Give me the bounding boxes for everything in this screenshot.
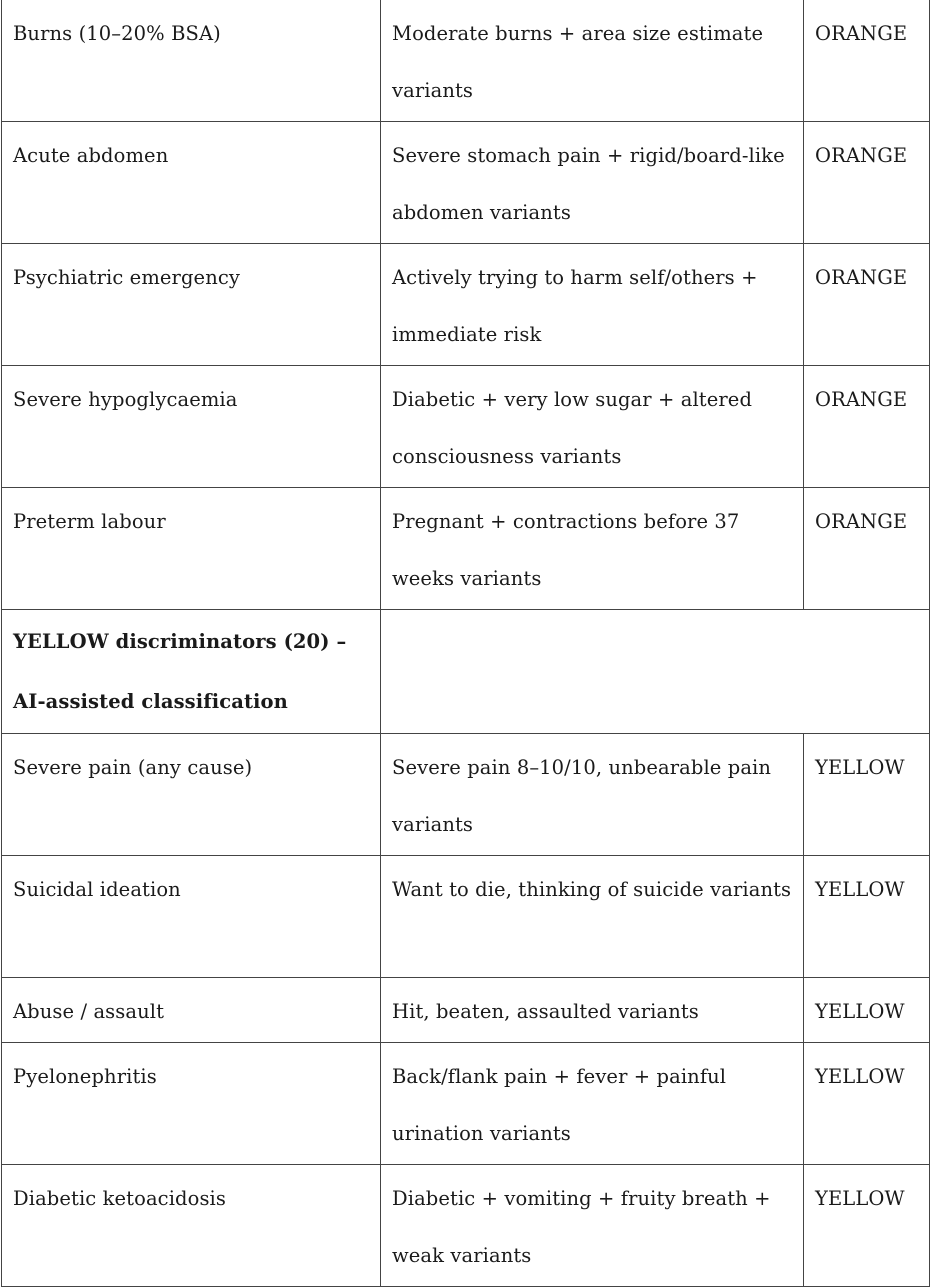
table-row bbox=[2, 856, 930, 978]
description-cell: Diabetic + vomiting + fruity breath + weak variants bbox=[381, 1165, 804, 1287]
condition-cell: Psychiatric emergency bbox=[2, 244, 381, 366]
condition-cell: Severe pain (any cause) bbox=[2, 734, 381, 856]
condition-cell: Acute abdomen bbox=[2, 122, 381, 244]
condition-cell: Diabetic ketoacidosis bbox=[2, 1165, 381, 1287]
description-cell: Pregnant + contractions before 37 weeks variants bbox=[381, 488, 804, 610]
description-cell: Severe pain 8–10/10, unbearable pain variants bbox=[381, 734, 804, 856]
description-cell: Diabetic + very low sugar + altered consciousness variants bbox=[381, 366, 804, 488]
triage-level-cell: YELLOW bbox=[804, 734, 930, 856]
condition-cell: Suicidal ideation bbox=[2, 856, 381, 978]
condition-cell: Pyelonephritis bbox=[2, 1043, 381, 1165]
triage-discriminator-table bbox=[1, 0, 930, 1287]
description-cell: Actively trying to harm self/others + immediate risk bbox=[381, 244, 804, 366]
condition-cell: Burns (10–20% BSA) bbox=[2, 0, 381, 122]
description-cell: Back/flank pain + fever + painful urination variants bbox=[381, 1043, 804, 1165]
triage-level-cell: ORANGE bbox=[804, 0, 930, 122]
triage-level-cell: ORANGE bbox=[804, 122, 930, 244]
triage-level-cell: YELLOW bbox=[804, 1165, 930, 1287]
section-title: YELLOW discriminators (20) – AI-assisted classification bbox=[2, 610, 381, 734]
table-row bbox=[2, 734, 930, 856]
description-cell: Hit, beaten, assaulted variants bbox=[381, 978, 804, 1043]
table-row bbox=[2, 122, 930, 244]
section-header-row bbox=[2, 610, 930, 734]
condition-cell: Abuse / assault bbox=[2, 978, 381, 1043]
condition-cell: Preterm labour bbox=[2, 488, 381, 610]
section-empty-cell bbox=[381, 610, 930, 734]
triage-level-cell: ORANGE bbox=[804, 366, 930, 488]
triage-level-cell: YELLOW bbox=[804, 856, 930, 978]
triage-level-cell: YELLOW bbox=[804, 1043, 930, 1165]
triage-level-cell: ORANGE bbox=[804, 244, 930, 366]
triage-level-cell: ORANGE bbox=[804, 488, 930, 610]
table-row bbox=[2, 1043, 930, 1165]
description-cell: Moderate burns + area size estimate variants bbox=[381, 0, 804, 122]
table-row bbox=[2, 366, 930, 488]
condition-cell: Severe hypoglycaemia bbox=[2, 366, 381, 488]
table-row bbox=[2, 1165, 930, 1287]
description-cell: Severe stomach pain + rigid/board-like abdomen variants bbox=[381, 122, 804, 244]
table-row bbox=[2, 488, 930, 610]
table-row bbox=[2, 244, 930, 366]
table-row bbox=[2, 978, 930, 1043]
triage-level-cell: YELLOW bbox=[804, 978, 930, 1043]
table-row bbox=[2, 0, 930, 122]
description-cell: Want to die, thinking of suicide variants bbox=[381, 856, 804, 978]
